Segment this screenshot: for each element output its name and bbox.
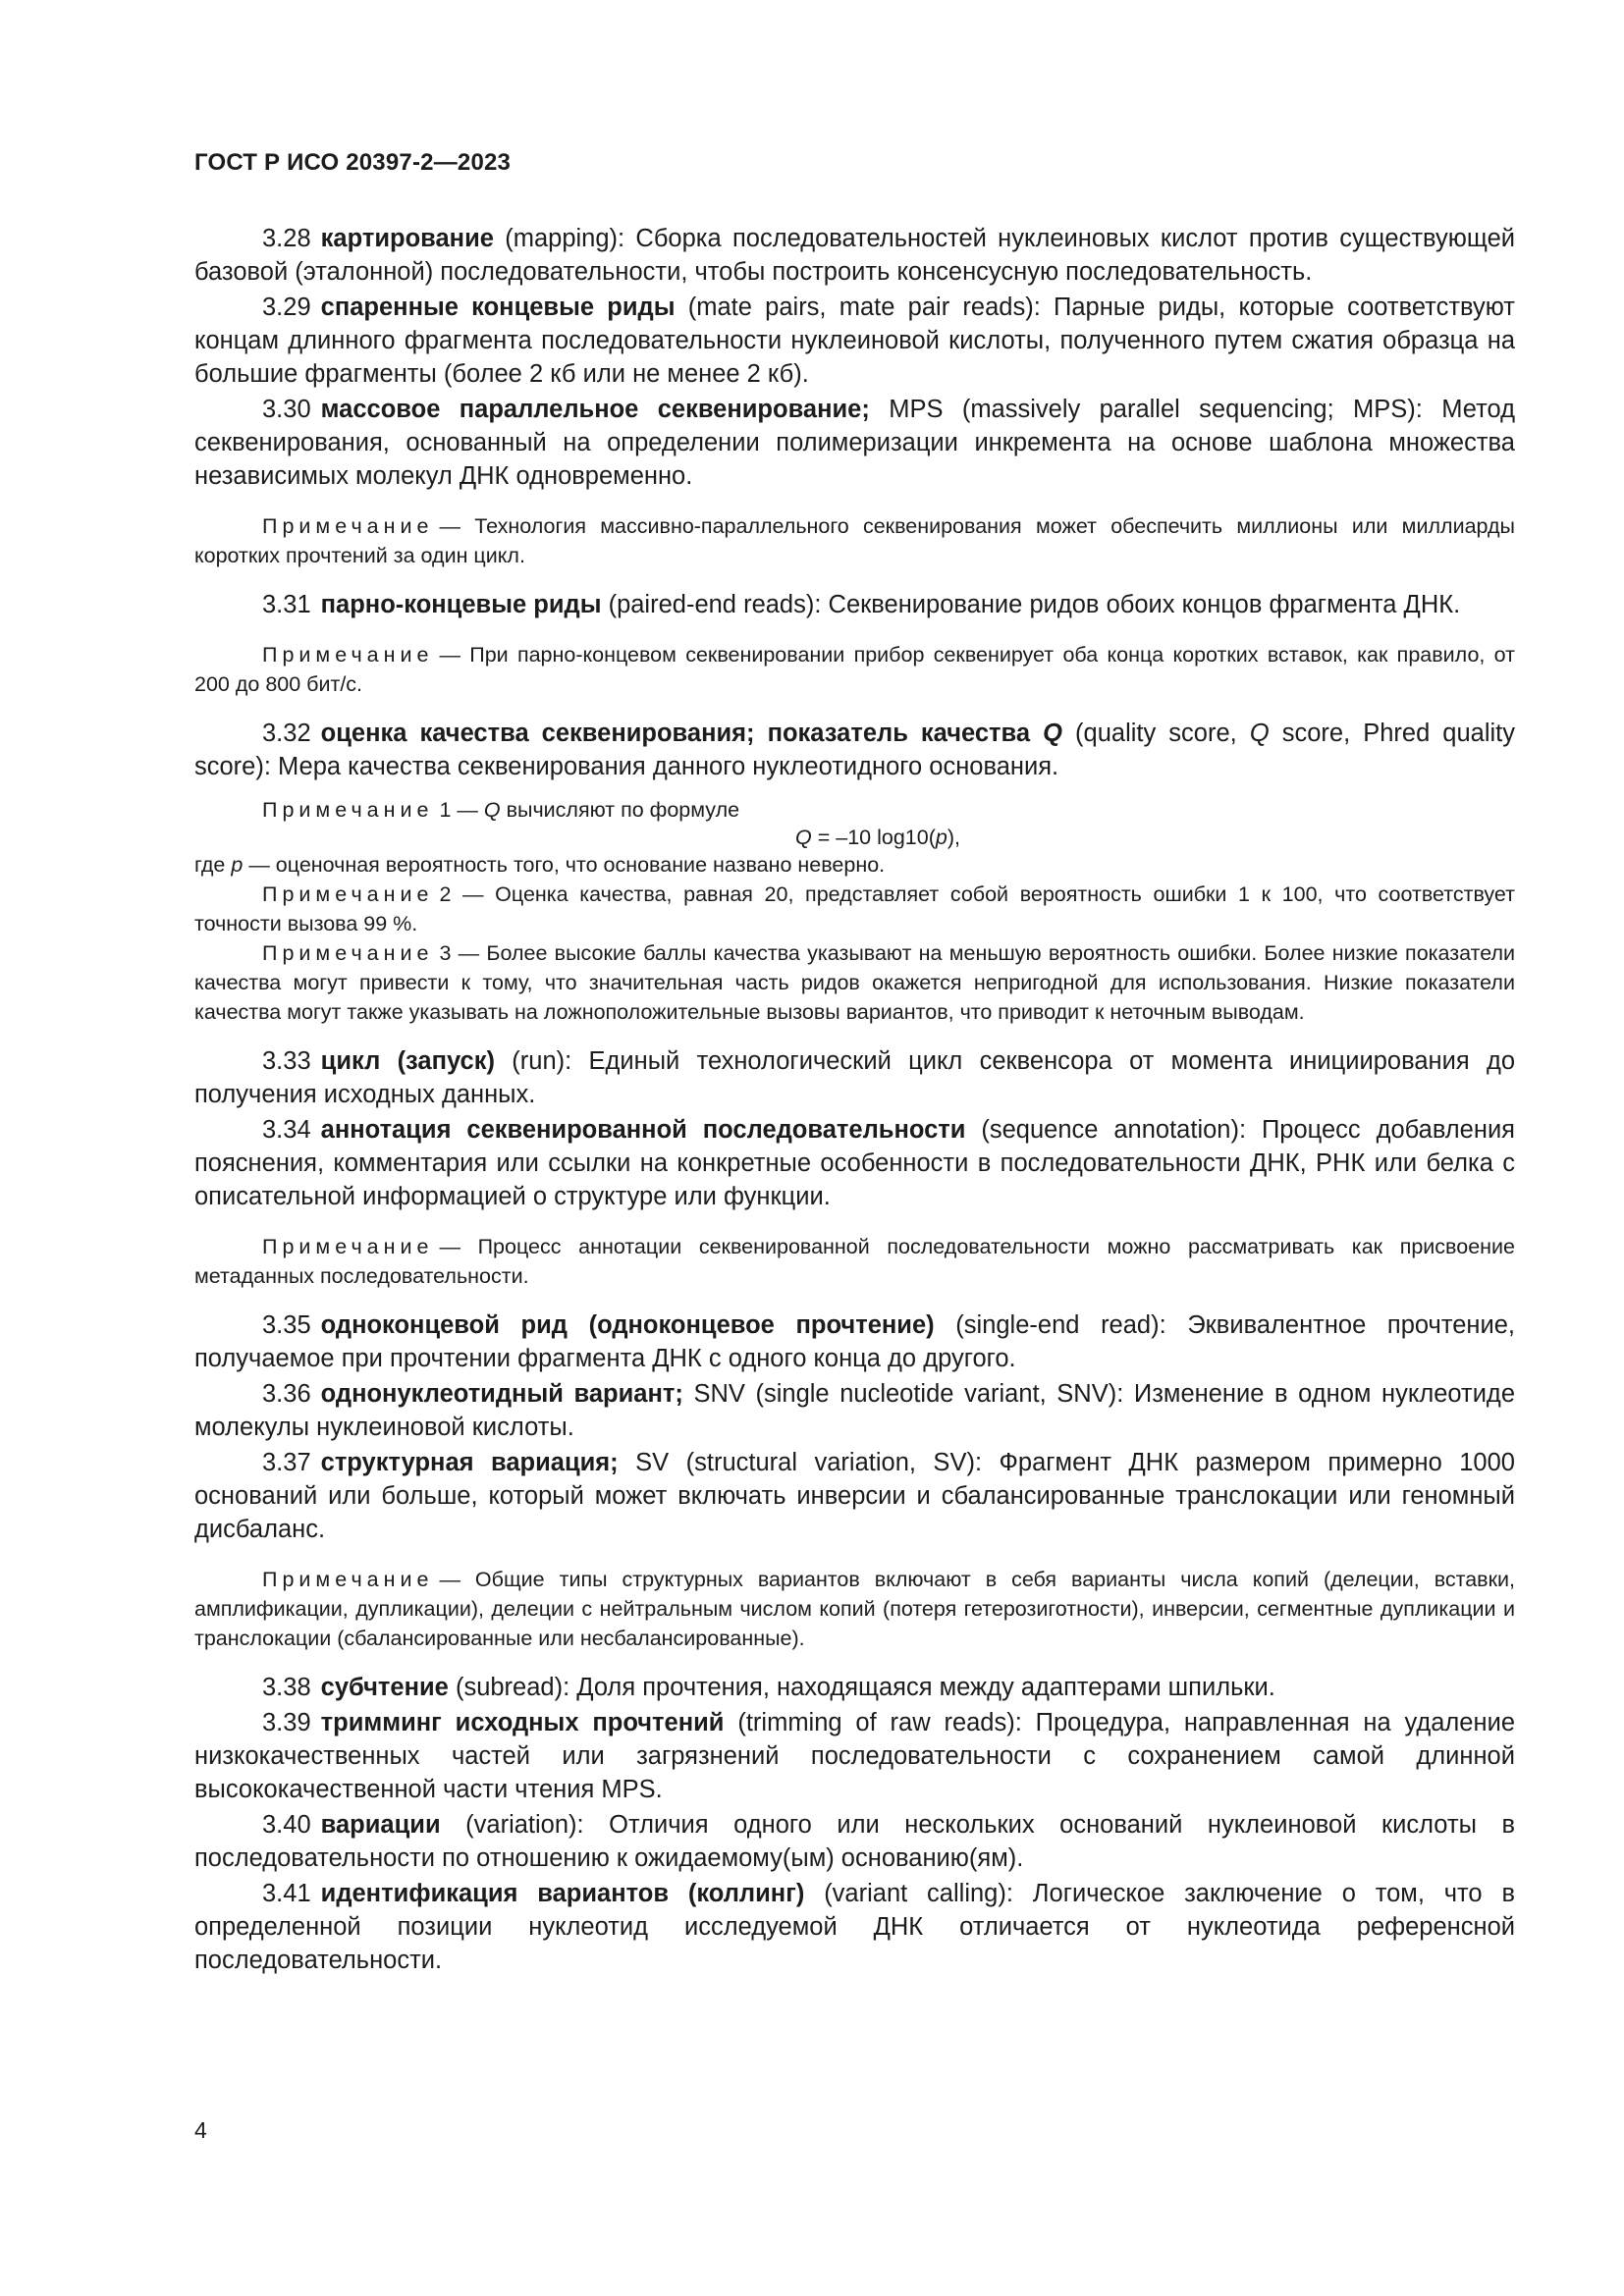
quality-formula: [194, 825, 1515, 850]
term-title: оценка качества секвенирования; показатель качества: [320, 720, 1031, 747]
term-number: 3.41: [262, 1880, 311, 1907]
note-3-32-2: [194, 880, 1515, 938]
note-label: Примечание: [262, 1568, 434, 1591]
symbol-q: Q: [1249, 720, 1270, 747]
term-3-30: [194, 393, 1515, 493]
term-definition: (paired-end reads): Секвенирование ридов обоих концов фрагмента ДНК.: [608, 591, 1461, 618]
term-definition: (mate pairs, mate pair reads): Парные риды, которые соответствуют концам длинного фрагмента последовательности нуклеиновой кислоты, полученного путем сжатия образца на большие фрагменты (более 2 кб или не менее 2 кб).: [194, 294, 1515, 388]
term-title: цикл (запуск): [320, 1047, 495, 1075]
term-number: 3.40: [262, 1811, 311, 1839]
note-label: Примечание: [262, 514, 434, 538]
term-number: 3.34: [262, 1116, 311, 1144]
term-title: однонуклеотидный вариант;: [320, 1380, 683, 1408]
document-body: [194, 222, 1515, 1979]
where-p: p: [231, 853, 244, 877]
note-3-32-3: [194, 938, 1515, 1027]
term-title: аннотация секвенированной последовательности: [320, 1116, 966, 1144]
note-text: 2 — Оценка качества, равная 20, представляет собой вероятность ошибки 1 к 100, что соответствует точности вызова 99 %.: [194, 882, 1515, 935]
note-text: — Процесс аннотации секвенированной последовательности можно рассматривать как присвоение метаданных последовательности.: [194, 1235, 1515, 1288]
term-number: 3.36: [262, 1380, 311, 1408]
note-3-30: [194, 511, 1515, 570]
term-number: 3.29: [262, 294, 311, 321]
term-number: 3.39: [262, 1709, 311, 1736]
note-3-34: [194, 1232, 1515, 1291]
term-definition: (run): Единый технологический цикл секвенсора от момента инициирования до получения исходных данных.: [194, 1047, 1516, 1108]
term-number: 3.31: [262, 591, 311, 618]
note-prefix: 1 —: [439, 798, 478, 822]
term-title: структурная вариация;: [320, 1449, 619, 1476]
term-3-31: [194, 588, 1515, 621]
where-text: — оценочная вероятность того, что основание названо неверно.: [248, 853, 886, 877]
term-3-28: [194, 222, 1515, 289]
term-number: 3.32: [262, 720, 311, 747]
term-number: 3.28: [262, 225, 311, 252]
note-label: Примечание: [262, 643, 434, 667]
term-title: одноконцевой рид (одноконцевое прочтение): [320, 1311, 935, 1339]
symbol-q: Q: [483, 798, 501, 822]
term-number: 3.33: [262, 1047, 311, 1075]
formula-q: Q: [795, 826, 812, 849]
note-3-37: [194, 1565, 1515, 1653]
term-3-35: [194, 1308, 1515, 1375]
term-title: субчтение: [320, 1674, 449, 1701]
term-number: 3.35: [262, 1311, 311, 1339]
term-definition-b: score, Phred quality score): Мера качества секвенирования данного нуклеотидного основания.: [194, 720, 1516, 780]
formula-p: p: [935, 826, 947, 849]
term-definition: (variant calling): Логическое заключение о том, что в определенной позиции нуклеотид исследуемой ДНК отличается от нуклеотида референсной последовательности.: [194, 1880, 1516, 1974]
term-definition: (variation): Отличия одного или нескольких оснований нуклеиновой кислоты в последовательности по отношению к ожидаемому(ым) основанию(ям).: [194, 1811, 1515, 1872]
term-definition: (sequence annotation): Процесс добавления пояснения, комментария или ссылки на конкретные особенности в последовательности ДНК, РНК или белка с описательной информацией о структуре или функции.: [194, 1116, 1515, 1210]
note-label: Примечание: [262, 882, 434, 906]
where-word: где: [194, 853, 226, 877]
term-3-38: [194, 1671, 1515, 1704]
note-3-32-1: [194, 795, 1515, 825]
term-3-32: [194, 717, 1515, 783]
note-3-31: [194, 640, 1515, 699]
term-3-34: [194, 1113, 1515, 1213]
term-title: тримминг исходных прочтений: [320, 1709, 725, 1736]
term-number: 3.30: [262, 396, 311, 423]
term-definition: MPS (massively parallel sequencing; MPS): Метод секвенирования, основанный на определении полимеризации инкремента на основе шаблона множества независимых молекул ДНК одновременно.: [194, 396, 1515, 490]
note-text: — Технология массивно-параллельного секвенирования может обеспечить миллионы или миллиарды коротких прочтений за один цикл.: [194, 514, 1515, 567]
term-3-40: [194, 1808, 1515, 1875]
note-label: Примечание: [262, 941, 434, 965]
page-number: 4: [194, 2117, 207, 2143]
formula-end: ),: [947, 826, 960, 849]
formula-where: [194, 850, 1515, 880]
term-definition-a: (quality score,: [1075, 720, 1237, 747]
note-text: 3 — Более высокие баллы качества указывают на меньшую вероятность ошибки. Более низкие показатели качества могут привести к тому, что значительная часть ридов окажется непригодной для использования. Низкие показатели качества могут также указывать на ложноположительные вызовы вариантов, что приводит к неточным выводам.: [194, 941, 1515, 1024]
term-3-41: [194, 1877, 1515, 1977]
term-definition: (single-end read): Эквивалентное прочтение, получаемое при прочтении фрагмента ДНК с одного конца до другого.: [194, 1311, 1515, 1372]
term-3-36: [194, 1377, 1515, 1444]
term-title: вариации: [320, 1811, 441, 1839]
note-text: вычисляют по формуле: [506, 798, 740, 822]
term-3-37: [194, 1446, 1515, 1546]
term-3-29: [194, 291, 1515, 391]
term-title: картирование: [320, 225, 494, 252]
term-symbol-q: Q: [1043, 720, 1062, 747]
document-header: ГОСТ Р ИСО 20397-2—2023: [194, 149, 512, 176]
term-3-39: [194, 1706, 1515, 1806]
term-3-33: [194, 1044, 1515, 1111]
term-definition: (trimming of raw reads): Процедура, направленная на удаление низкокачественных частей или загрязнений последовательности с сохранением самой длинной высококачественной части чтения MPS.: [194, 1709, 1515, 1803]
term-title: идентификация вариантов (коллинг): [320, 1880, 805, 1907]
term-number: 3.38: [262, 1674, 311, 1701]
term-definition: (mapping): Сборка последовательностей нуклеиновых кислот против существующей базовой (эталонной) последовательности, чтобы построить консенсусную последовательность.: [194, 225, 1515, 286]
term-title: парно-концевые риды: [320, 591, 602, 618]
note-label: Примечание: [262, 1235, 434, 1258]
term-definition: SV (structural variation, SV): Фрагмент ДНК размером примерно 1000 оснований или больше, который может включать инверсии и сбалансированные транслокации или геномный дисбаланс.: [194, 1449, 1515, 1543]
note-label: Примечание: [262, 798, 434, 822]
term-number: 3.37: [262, 1449, 311, 1476]
term-definition: (subread): Доля прочтения, находящаяся между адаптерами шпильки.: [455, 1674, 1275, 1701]
note-text: — Общие типы структурных вариантов включают в себя варианты числа копий (делеции, вставки, амплификации, дупликации), делеции с нейтральным числом копий (потеря гетерозиготности), инверсии, сегментные дупликации и транслокации (сбалансированные или несбалансированные).: [194, 1568, 1515, 1650]
formula-expression: = –10 log10(: [811, 826, 936, 849]
term-definition: SNV (single nucleotide variant, SNV): Изменение в одном нуклеотиде молекулы нуклеиновой кислоты.: [194, 1380, 1515, 1441]
note-text: — При парно-концевом секвенировании прибор секвенирует оба конца коротких вставок, как правило, от 200 до 800 бит/с.: [194, 643, 1515, 696]
term-title: спаренные концевые риды: [320, 294, 676, 321]
term-title: массовое параллельное секвенирование;: [320, 396, 870, 423]
